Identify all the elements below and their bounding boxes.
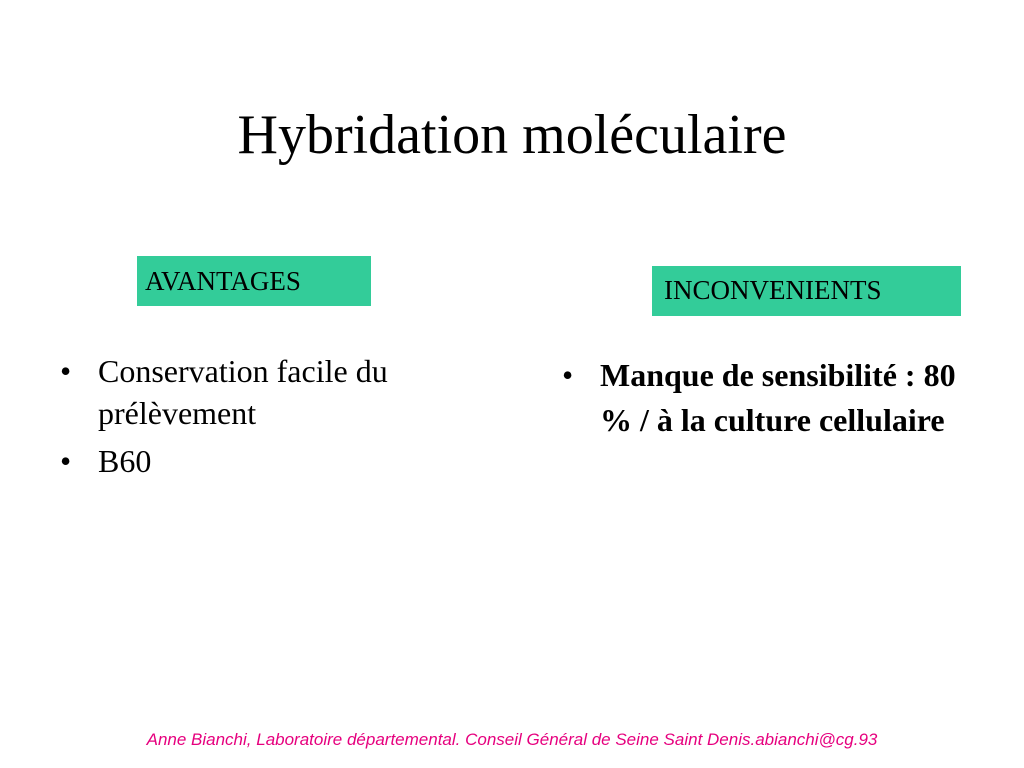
disadvantages-label: INCONVENIENTS: [652, 266, 961, 316]
bullet-icon: •: [562, 357, 574, 393]
list-item: [562, 353, 982, 443]
list-item: [60, 350, 480, 434]
bullet-icon: •: [60, 443, 72, 479]
list-item: [60, 440, 480, 482]
disadvantage-text: Manque de sensibilité : 80 % / à la culture cellulaire: [600, 357, 956, 438]
advantage-text: B60: [98, 443, 152, 479]
advantage-text: Conservation facile du prélèvement: [98, 353, 388, 431]
footer-credit: Anne Bianchi, Laboratoire départemental. Conseil Général de Seine Saint Denis.abianchi@cg.93: [146, 730, 878, 749]
slide-title: Hybridation moléculaire: [237, 104, 787, 166]
advantages-list: [60, 350, 480, 488]
disadvantages-list: [562, 353, 982, 449]
advantages-label: AVANTAGES: [137, 256, 371, 306]
bullet-icon: •: [60, 353, 72, 389]
